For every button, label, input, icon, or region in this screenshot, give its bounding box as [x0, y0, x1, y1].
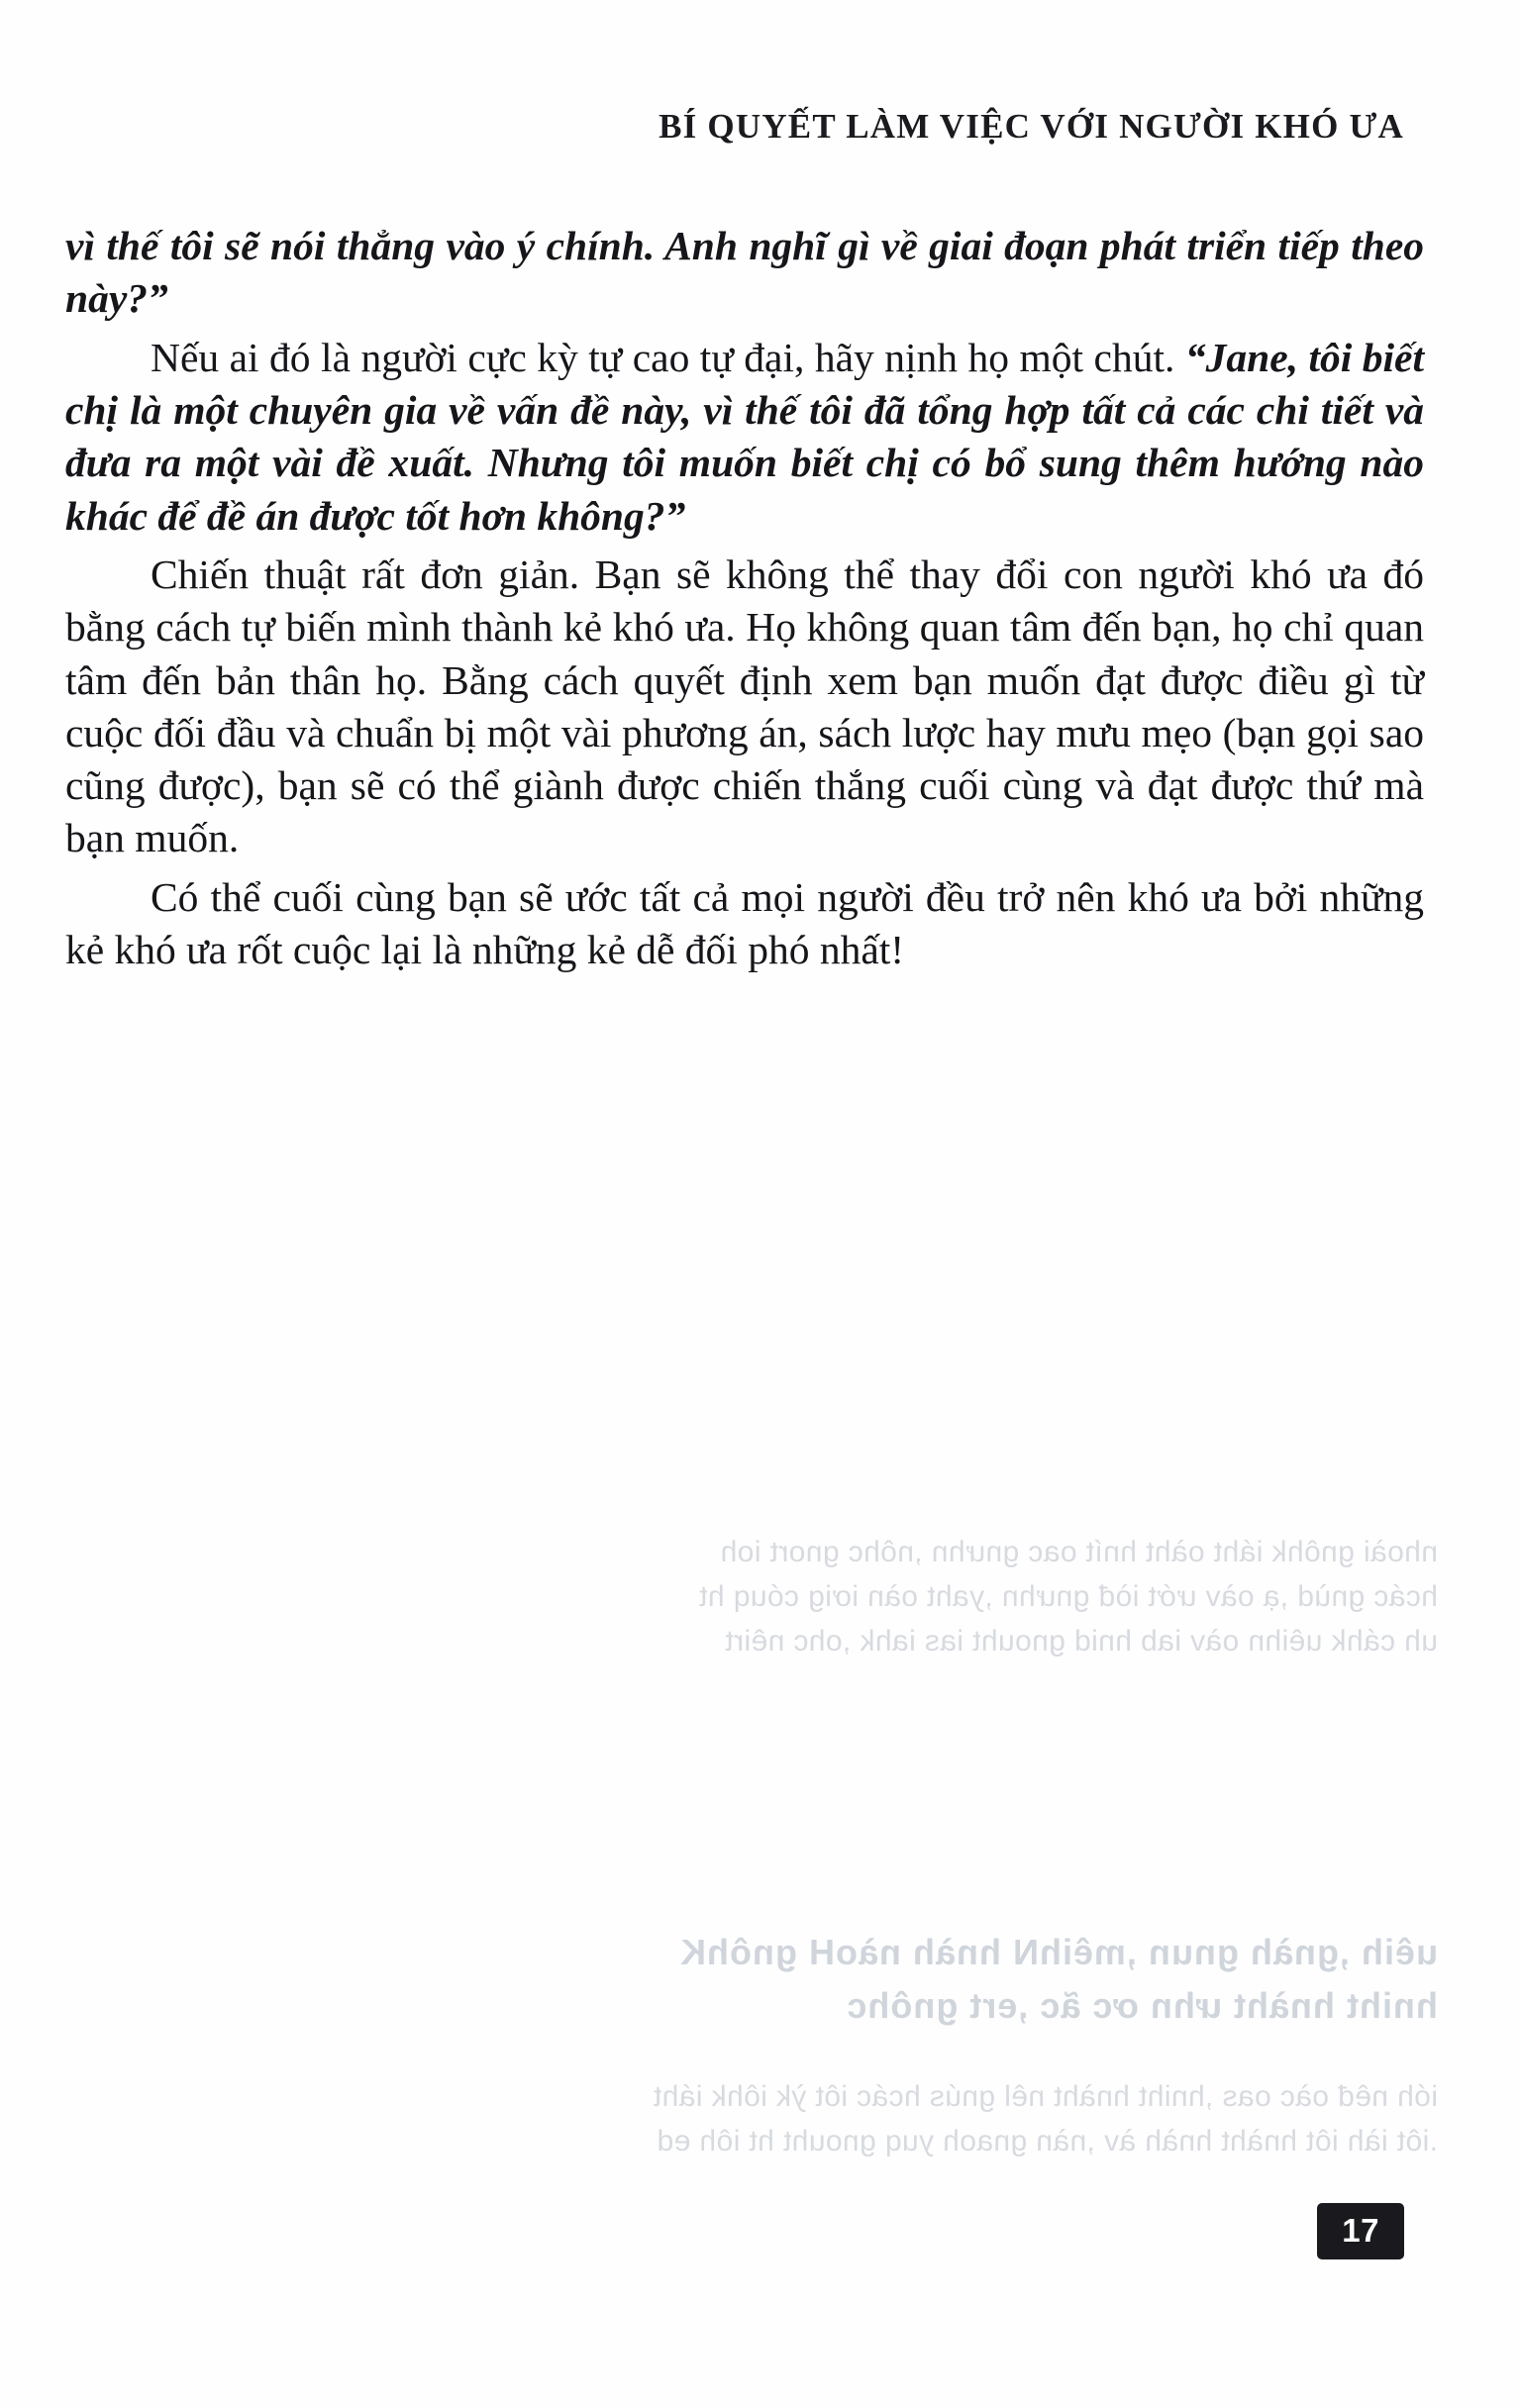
page-number: 17: [1317, 2203, 1404, 2259]
show-through-block-3: [71, 2074, 1438, 2163]
paragraph-2-italic: “Jane, tôi biết chị là một chuyên gia về vấn đề này, vì thế tôi đã tổng hợp tất cả các chi tiết và đưa ra một vài đề xuất. Nhưng tôi muốn biết chị có bổ sung thêm hướng nào khác để đề án được tốt hơn không?”: [65, 334, 1424, 539]
body-text: [65, 220, 1424, 978]
show-through-line: nhoài gnôhk iáht oàht hnít oac gnưhn ,nôhc gnort ioh: [720, 1536, 1438, 1568]
paragraph-2-roman: Nếu ai đó là người cực kỳ tự cao tự đại, hãy nịnh họ một chút.: [151, 334, 1185, 380]
show-through-line: uh cáhk uêihn oàv iab hnid gnouht ias iahk ,ohc nêirt: [724, 1625, 1438, 1657]
show-through-block-2: [71, 1926, 1438, 2033]
show-through-line: hcác gnùd ,ạ oàv ướt iòđ gnưhn ,yaht oàn iơig cóuq ht: [698, 1580, 1438, 1613]
show-through-line: .iôt iàh iôt hnàht hnàh àv ,nàn gnaoh yuq gnouht ht iôh ed: [657, 2125, 1438, 2157]
show-through-line: hniht hnàht ưhn ơc ãc ,ert gnôhc: [846, 1985, 1438, 2026]
show-through-block-1: [71, 1530, 1438, 1663]
show-through-line: ióh nêđ oàc oas ,hniht hnàht nêl gnús hcác iôt ỳk iôhk iáht: [653, 2080, 1438, 2113]
paragraph-1: vì thế tôi sẽ nói thẳng vào ý chính. Anh nghĩ gì về giai đoạn phát triển tiếp theo này?”: [65, 223, 1424, 322]
paragraph-3: Chiến thuật rất đơn giản. Bạn sẽ không thể thay đổi con người khó ưa đó bằng cách tự biến mình thành kẻ khó ưa. Họ không quan tâm đến bạn, họ chỉ quan tâm đến bản thân họ. Bằng cách quyết định xem bạn muốn đạt được điều gì từ cuộc đối đầu và chuẩn bị một vài phương án, sách lược hay mưu mẹo (bạn gọi sao cũng được), bạn sẽ có thể giành được chiến thắng cuối cùng và đạt được thứ mà bạn muốn.: [65, 551, 1424, 861]
paragraph-4: Có thể cuối cùng bạn sẽ ước tất cả mọi người đều trở nên khó ưa bởi những kẻ khó ưa rốt cuộc lại là những kẻ dễ đối phó nhất!: [65, 873, 1424, 973]
show-through-line: uêih ,gnàh gnun ,mêihN hnàh nàoH gnôhK: [679, 1932, 1438, 1972]
running-head: BÍ QUYẾT LÀM VIỆC VỚI NGƯỜI KHÓ ƯA: [659, 107, 1404, 146]
paragraph-2: [65, 332, 1424, 543]
